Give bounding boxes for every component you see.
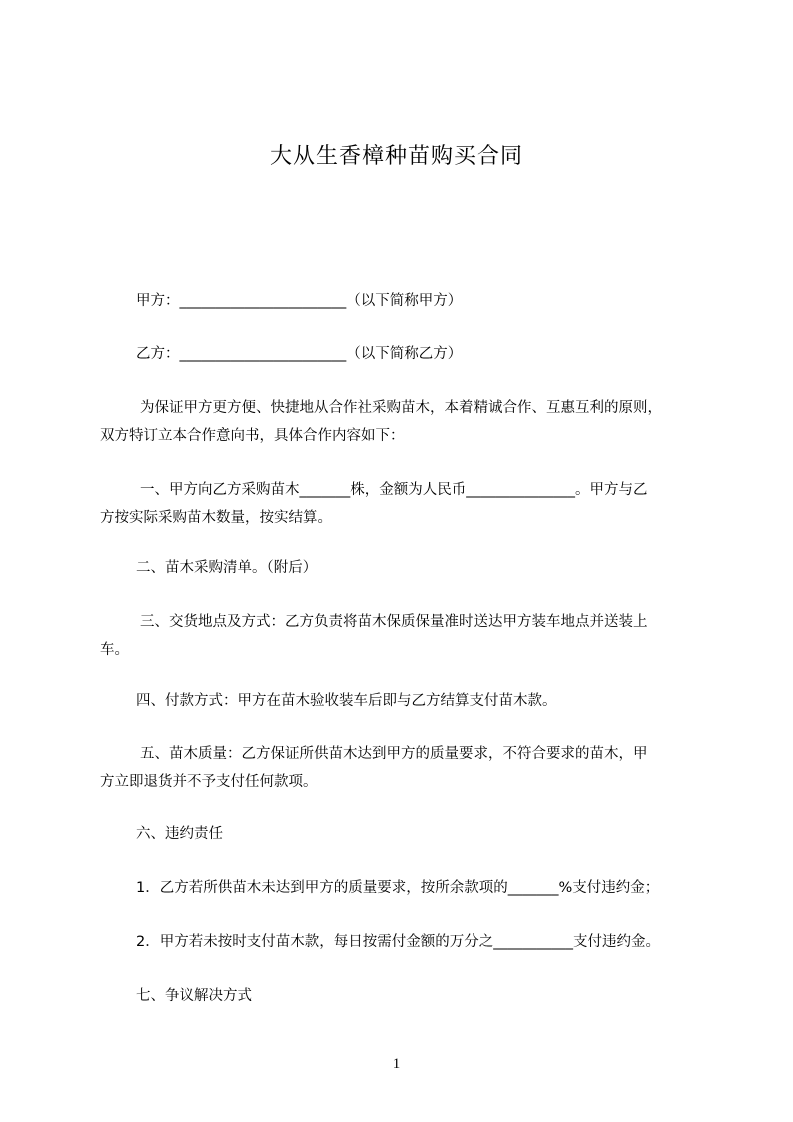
clause-3-line-1: 三、交货地点及方式：乙方负责将苗木保质保量准时送达甲方装车地点并送装上: [140, 614, 648, 630]
clause-1-line-1: 一、甲方向乙方采购苗木_______株，金额为人民币_______________。甲方与乙: [140, 482, 648, 498]
intro-line-1: 为保证甲方更方便、快捷地从合作社采购苗木，本着精诚合作、互惠互利的原则，: [140, 400, 662, 416]
party-b-line: 乙方：_______________________（以下简称乙方）: [136, 346, 463, 362]
penalty-item-1: 1．乙方若所供苗木未达到甲方的质量要求，按所余款项的_______%支付违约金；: [136, 880, 660, 896]
clause-7-heading: 七、争议解决方式: [136, 988, 252, 1004]
clause-5-line-1: 五、苗木质量：乙方保证所供苗木达到甲方的质量要求，不符合要求的苗木，甲: [140, 746, 648, 762]
clause-4: 四、付款方式：甲方在苗木验收装车后即与乙方结算支付苗木款。: [136, 693, 557, 709]
clause-3-line-2: 车。: [100, 642, 129, 658]
clause-6-heading: 六、违约责任: [136, 826, 223, 842]
intro-line-2: 双方特订立本合作意向书，具体合作内容如下：: [100, 428, 405, 444]
document-title: 大从生香樟种苗购买合同: [269, 144, 523, 169]
clause-5-line-2: 方立即退货并不予支付任何款项。: [100, 774, 318, 790]
page-number: 1: [392, 1056, 401, 1072]
clause-2: 二、苗木采购清单。（附后）: [136, 560, 318, 576]
penalty-item-2: 2．甲方若未按时支付苗木款，每日按需付金额的万分之___________支付违约金。: [136, 934, 660, 950]
party-a-line: 甲方：_______________________（以下简称甲方）: [136, 293, 463, 309]
clause-1-line-2: 方按实际采购苗木数量，按实结算。: [100, 510, 332, 526]
